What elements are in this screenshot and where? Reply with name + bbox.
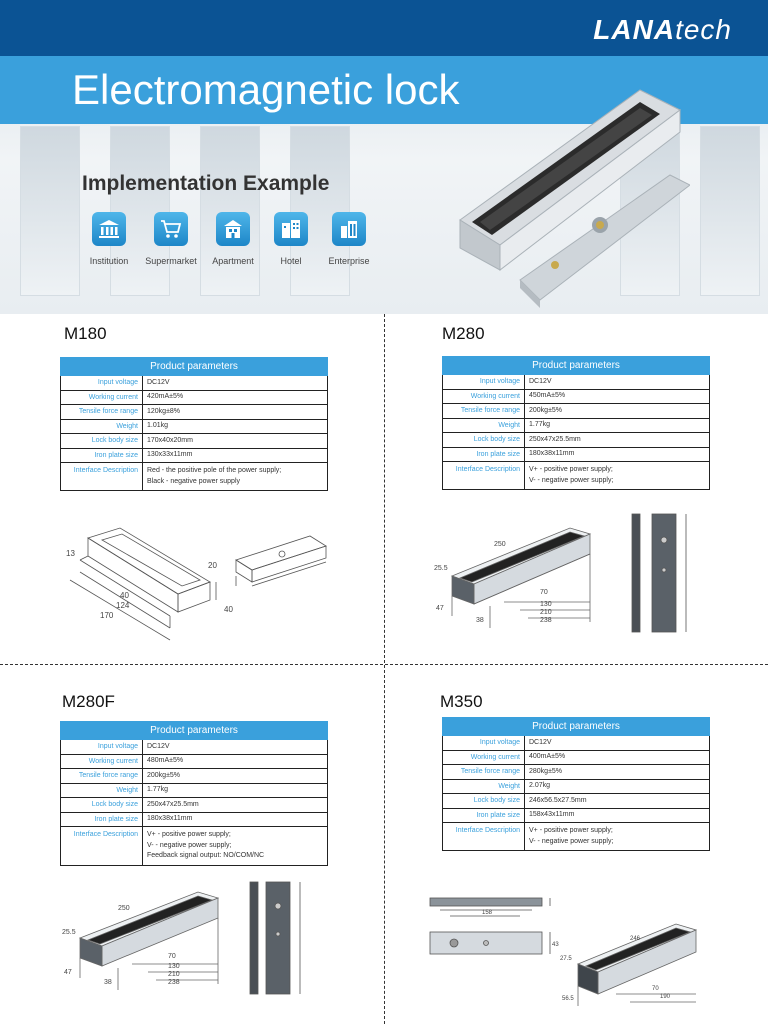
dim-label: 158 xyxy=(482,910,493,916)
table-row: Input voltage DC12V xyxy=(61,740,328,755)
table-row: Lock body size 250x47x25.5mm xyxy=(61,798,328,813)
dim-label: 40 xyxy=(120,591,129,600)
application-label: Supermarket xyxy=(145,256,197,266)
params-table-m280f xyxy=(60,721,328,866)
dim-label: 238 xyxy=(168,979,180,986)
dim-label: 130 xyxy=(540,601,552,608)
params-table-m280 xyxy=(442,356,710,490)
hotel-icon xyxy=(274,212,308,246)
dim-label: 70 xyxy=(168,953,176,960)
apartment-icon xyxy=(216,212,250,246)
institution-icon xyxy=(92,212,126,246)
dim-label: 47 xyxy=(436,605,444,612)
dim-label: 27.5 xyxy=(560,956,572,962)
table-row: Working current 450mA±5% xyxy=(443,389,710,404)
dim-label: 238 xyxy=(540,617,552,624)
table-row: Interface Description V+ - positive power supply; V- - negative power supply; xyxy=(443,462,710,490)
table-row: Tensile force range 280kg±5% xyxy=(443,765,710,780)
dim-label: 47 xyxy=(64,969,72,976)
dim-label: 13 xyxy=(66,549,75,558)
table-row: Interface Description Red - the positive pole of the power supply; Black - negative power supply xyxy=(61,463,328,491)
table-row: Working current 400mA±5% xyxy=(443,750,710,765)
dim-label: 40 xyxy=(224,605,233,614)
m180-dimension-drawing xyxy=(60,520,330,650)
table-row: Tensile force range 120kg±8% xyxy=(61,405,328,420)
table-row: Iron plate size 130x33x11mm xyxy=(61,448,328,463)
dim-label: 190 xyxy=(660,994,671,1000)
table-row: Lock body size 246x56.5x27.5mm xyxy=(443,794,710,809)
table-row: Lock body size 170x40x20mm xyxy=(61,434,328,449)
application-list xyxy=(80,212,378,266)
dim-label: 38 xyxy=(104,979,112,986)
dim-label: 38 xyxy=(476,617,484,624)
page-title: Electromagnetic lock xyxy=(72,66,460,113)
table-row: Interface Description V+ - positive power supply; V- - negative power supply; xyxy=(443,823,710,851)
application-item xyxy=(320,212,378,266)
table-row: Iron plate size 158x43x11mm xyxy=(443,808,710,823)
enterprise-icon xyxy=(332,212,366,246)
table-row: Interface Description V+ - positive power supply; V- - negative power supply; Feedback signal output: NO/COM/NC xyxy=(61,827,328,866)
table-header: Product parameters xyxy=(61,358,328,376)
application-label: Institution xyxy=(89,256,129,266)
cart-icon xyxy=(154,212,188,246)
application-item xyxy=(262,212,320,266)
model-title: M280 xyxy=(442,324,485,343)
vertical-divider xyxy=(384,314,385,1024)
table-row: Input voltage DC12V xyxy=(443,375,710,390)
dim-label: 124 xyxy=(116,601,130,610)
application-label: Apartment xyxy=(212,256,254,266)
dim-label: 210 xyxy=(168,971,180,978)
table-row: Weight 1.77kg xyxy=(61,783,328,798)
model-title: M350 xyxy=(440,692,483,711)
table-row: Iron plate size 180x38x11mm xyxy=(443,447,710,462)
params-table-m180 xyxy=(60,357,328,491)
table-header: Product parameters xyxy=(61,722,328,740)
implementation-title: Implementation Example xyxy=(82,172,330,195)
dim-label: 210 xyxy=(540,609,552,616)
m350-dimension-drawing xyxy=(420,890,710,1020)
table-row: Input voltage DC12V xyxy=(443,736,710,751)
application-label: Hotel xyxy=(280,256,302,266)
dim-label: 70 xyxy=(652,986,659,992)
table-row: Working current 420mA±5% xyxy=(61,390,328,405)
table-row: Weight 2.07kg xyxy=(443,779,710,794)
table-row: Weight 1.01kg xyxy=(61,419,328,434)
top-bar xyxy=(0,0,768,56)
table-row: Tensile force range 200kg±5% xyxy=(61,769,328,784)
dim-label: 246 xyxy=(630,936,641,942)
dim-label: 130 xyxy=(168,963,180,970)
table-row: Input voltage DC12V xyxy=(61,376,328,391)
application-item xyxy=(80,212,138,266)
dim-label: 25.5 xyxy=(62,929,76,936)
dim-label: 56.5 xyxy=(562,996,574,1002)
horizontal-divider xyxy=(0,664,768,665)
table-row: Weight 1.77kg xyxy=(443,418,710,433)
application-label: Enterprise xyxy=(328,256,370,266)
table-header: Product parameters xyxy=(443,718,710,736)
params-table-m350 xyxy=(442,717,710,851)
model-title: M280F xyxy=(62,692,115,711)
model-title: M180 xyxy=(64,324,107,343)
dim-label: 43 xyxy=(552,942,559,948)
m280-dimension-drawing xyxy=(430,510,700,640)
dim-label: 25.5 xyxy=(434,565,448,572)
application-item xyxy=(204,212,262,266)
dim-label: 250 xyxy=(494,541,506,548)
application-item xyxy=(142,212,200,266)
lock-product-image xyxy=(440,70,690,310)
brand-logo: LANAtech xyxy=(593,14,732,45)
table-row: Working current 480mA±5% xyxy=(61,754,328,769)
table-row: Lock body size 250x47x25.5mm xyxy=(443,433,710,448)
dim-label: 70 xyxy=(540,589,548,596)
table-row: Iron plate size 180x38x11mm xyxy=(61,812,328,827)
table-header: Product parameters xyxy=(443,357,710,375)
table-row: Tensile force range 200kg±5% xyxy=(443,404,710,419)
dim-label: 20 xyxy=(208,561,217,570)
dim-label: 250 xyxy=(118,905,130,912)
m280f-dimension-drawing xyxy=(58,878,328,1002)
dim-label: 170 xyxy=(100,611,114,620)
